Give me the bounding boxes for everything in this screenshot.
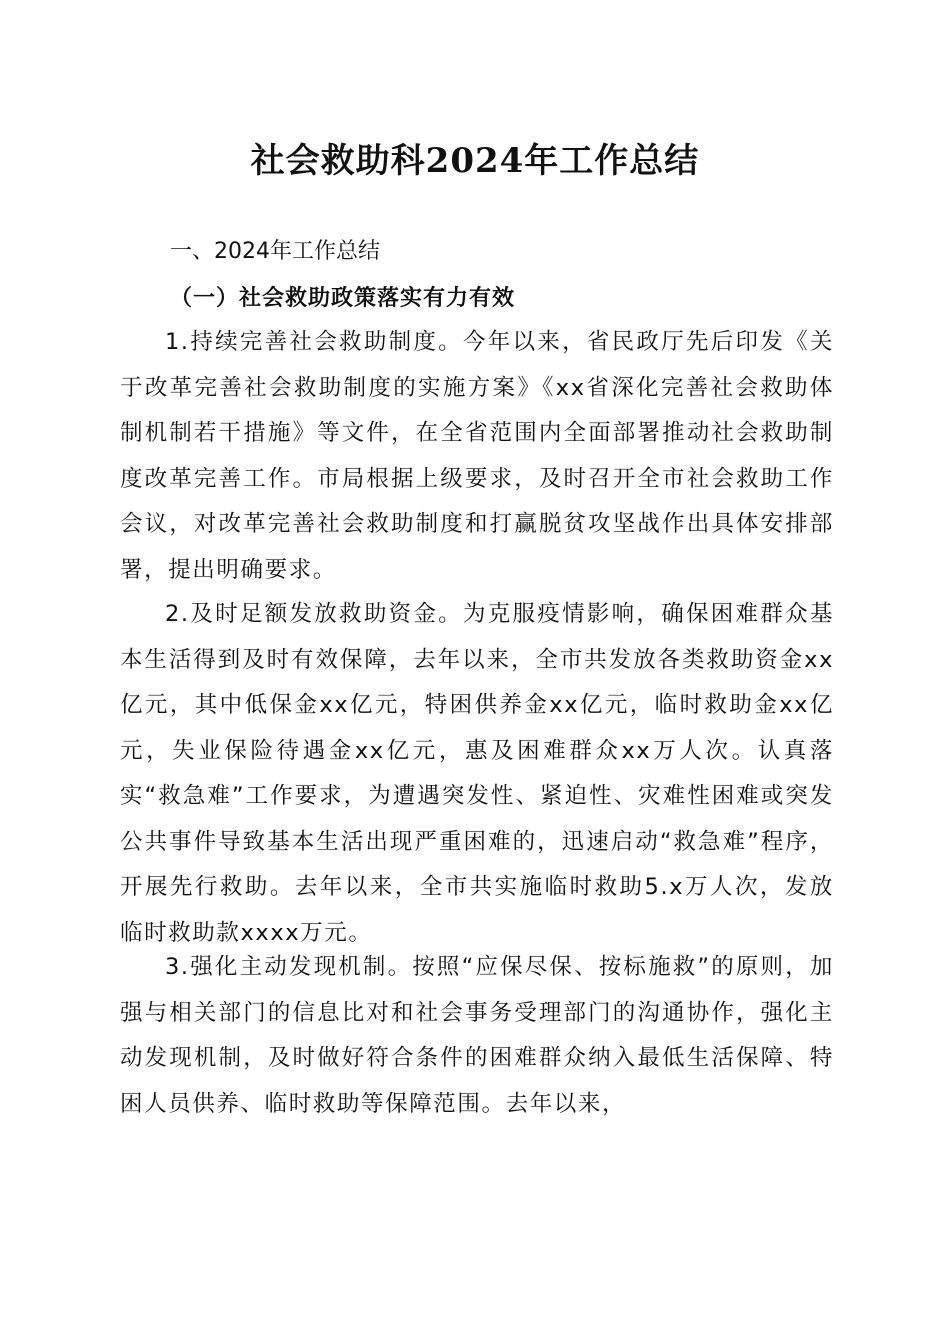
body-paragraph: 1.持续完善社会救助制度。今年以来，省民政厅先后印发《关于改革完善社会救助制度的实施方案》《xx省深化完善社会救助体制机制若干措施》等文件，在全省范围内全面部署推动社会救助制度改革完善工作。市局根据上级要求，及时召开全市社会救助工作会议，对改革完善社会救助制度和打赢脱贫攻坚战作出具体安排部署，提出明确要求。 [120,329,834,583]
subsection-heading: （一）社会救助政策落实有力有效 [170,285,516,311]
section-heading: 一、2024年工作总结 [170,239,380,264]
document-title: 社会救助科2024年工作总结 [250,141,700,181]
body-paragraph: 2.及时足额发放救助资金。为克服疫情影响，确保困难群众基本生活得到及时有效保障，去年以来，全市共发放各类救助资金xx亿元，其中低保金xx亿元，特困供养金xx亿元，临时救助金xx亿元，失业保险待遇金xx亿元，惠及困难群众xx万人次。认真落实“救急难”工作要求，为遭遇突发性、紧迫性、灾难性困难或突发公共事件导致基本生活出现严重困难的，迅速启动“救急难”程序，开展先行救助。去年以来，全市共实施临时救助5.x万人次，发放临时救助款xxxx万元。 [120,601,834,946]
body-paragraph: 3.强化主动发现机制。按照“应保尽保、按标施救”的原则，加强与相关部门的信息比对和社会事务受理部门的沟通协作，强化主动发现机制，及时做好符合条件的困难群众纳入最低生活保障、特困人员供养、临时救助等保障范围。去年以来， [120,954,834,1117]
